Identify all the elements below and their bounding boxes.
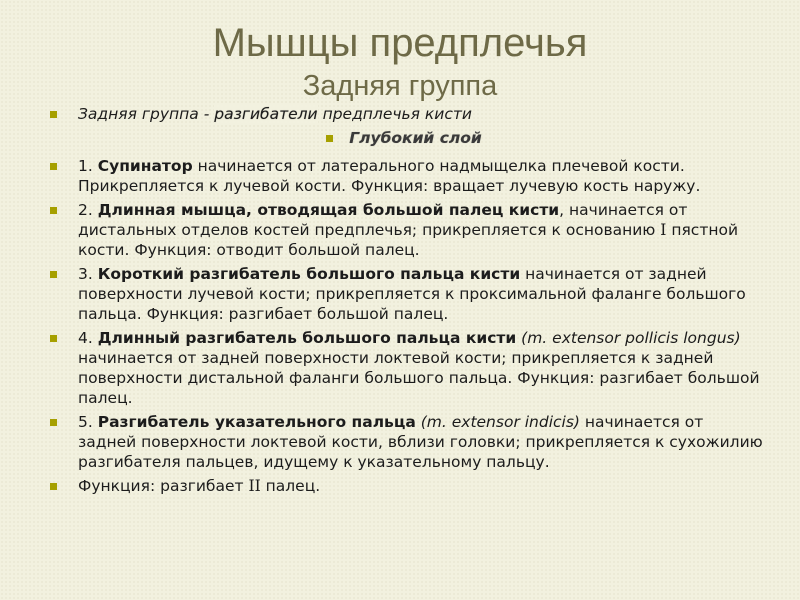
intro-lead: Задняя группа - bbox=[78, 105, 215, 123]
item-description: , начинается от дистальных отделов костей предплечья; прикрепляется к основанию bbox=[78, 201, 688, 239]
list-item-4 bbox=[44, 328, 764, 408]
item-description: начинается от латерального надмыщелка плечевой кости. Прикрепляется к лучевой кости. Функция: вращает лучевую кость наружу. bbox=[78, 157, 701, 195]
function-tail: палец. bbox=[260, 477, 321, 495]
latin-name: (m. extensor pollicis longus) bbox=[516, 329, 741, 347]
muscle-name: Супинатор bbox=[97, 157, 193, 175]
item-number: 1. bbox=[78, 157, 98, 175]
item-number: 4. bbox=[78, 329, 98, 347]
item-number: 3. bbox=[78, 265, 98, 283]
square-bullet-icon bbox=[50, 271, 57, 278]
item-description: начинается от задней поверхности локтевой кости, вблизи головки; прикрепляется к сухожилию разгибателя пальцев, идущему к указательному пальцу. bbox=[78, 413, 763, 471]
intro-highlight: разгибатели bbox=[214, 105, 318, 123]
item-description: начинается от задней поверхности лучевой кости; прикрепляется к проксимальной фаланге большого пальца. Функция: разгибает большой палец. bbox=[78, 265, 746, 323]
slide-title-block bbox=[0, 20, 800, 104]
muscle-name: Длинная мышца, отводящая большой палец кисти bbox=[97, 201, 560, 219]
item-description-end: пястной кости. Функция: отводит большой палец. bbox=[78, 221, 739, 259]
muscle-name: Разгибатель указательного пальца bbox=[97, 413, 416, 431]
list-item-section-heading bbox=[44, 128, 764, 148]
item-number: 5. bbox=[78, 413, 98, 431]
list-item-function bbox=[44, 476, 764, 496]
square-bullet-icon bbox=[326, 135, 333, 142]
latin-name: (m. extensor indicis) bbox=[415, 413, 580, 431]
muscle-name: Короткий разгибатель большого пальца кисти bbox=[97, 265, 521, 283]
square-bullet-icon bbox=[50, 111, 57, 118]
roman-numeral: I bbox=[660, 221, 667, 239]
intro-rest: предплечья кисти bbox=[317, 105, 472, 123]
intro-text bbox=[78, 105, 472, 123]
function-lead: Функция: разгибает bbox=[78, 477, 249, 495]
slide-body bbox=[44, 104, 764, 500]
square-bullet-icon bbox=[50, 335, 57, 342]
square-bullet-icon bbox=[50, 163, 57, 170]
square-bullet-icon bbox=[50, 419, 57, 426]
list-item-1 bbox=[44, 156, 764, 196]
roman-numeral: II bbox=[248, 477, 261, 495]
list-item-2 bbox=[44, 200, 764, 260]
square-bullet-icon bbox=[50, 207, 57, 214]
item-description: начинается от задней поверхности локтевой кости; прикрепляется к задней поверхности дистальной фаланги большого пальца. Функция: разгибает большой палец. bbox=[78, 349, 760, 407]
item-number: 2. bbox=[78, 201, 98, 219]
slide-title: Мышцы предплечья bbox=[212, 21, 588, 65]
list-item-intro bbox=[44, 104, 764, 124]
list-item-5 bbox=[44, 412, 764, 472]
section-heading: Глубокий слой bbox=[349, 129, 482, 147]
square-bullet-icon bbox=[50, 483, 57, 490]
slide-subtitle: Задняя группа bbox=[302, 70, 498, 102]
list-item-3 bbox=[44, 264, 764, 324]
muscle-name: Длинный разгибатель большого пальца кисти bbox=[97, 329, 517, 347]
